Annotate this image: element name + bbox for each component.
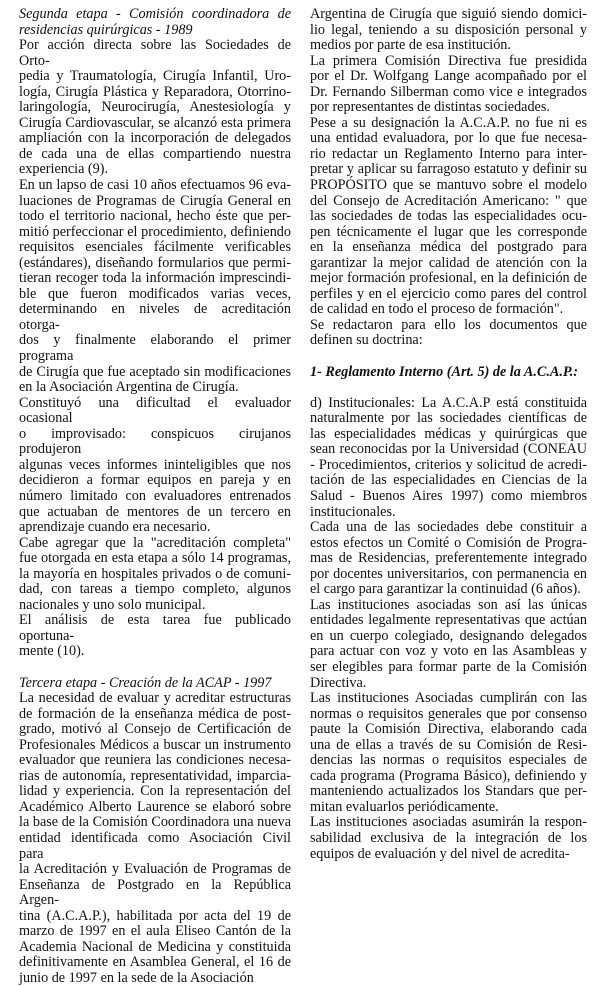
text-line: junio de 1997 en la sede de la Asociación: [19, 969, 254, 986]
text-line: Las instituciones asociadas son así las únicas: [310, 596, 587, 613]
text-line: las especialidades médicas y quirúrgicas que: [310, 425, 587, 442]
text-line: garantizar la mejor calidad de atención con la: [310, 254, 587, 271]
text-line: luaciones de Programas de Cirugía General en: [19, 192, 291, 209]
text-line: Directiva.: [310, 674, 367, 691]
text-line: Por acción directa sobre las Sociedades de Orto-: [19, 37, 291, 69]
text-line: ble que fueron modificados varias veces,: [19, 285, 291, 302]
text-line: mente (10).: [19, 643, 85, 660]
paragraph: [19, 536, 291, 614]
text-line: por representantes de distintas sociedades.: [310, 99, 550, 116]
paragraph: [310, 598, 587, 691]
text-line: evaluador que reuniera las condiciones necesa-: [19, 752, 291, 769]
text-line: lidad y experiencia. Con la representación del: [19, 783, 291, 800]
text-line: tina (A.C.A.P.), habilitada por acta del 19 de: [19, 907, 291, 924]
text-line: número limitado con evaluadores entrenados: [19, 487, 291, 504]
text-line: Salud - Buenos Aires 1997) como miembros: [310, 487, 587, 504]
text-line: la Acreditación y Evaluación de Programas de: [19, 861, 291, 878]
text-line: manteniendo actualizados los Standars que per-: [310, 783, 587, 800]
section2-body: [19, 38, 291, 660]
text-line: una entidad evaluadora, por lo que fue necesa-: [310, 130, 587, 147]
text-line: que actuaban de mentores de un tercero en: [19, 503, 291, 520]
text-line: medios por parte de esa institución.: [310, 37, 511, 54]
paragraph: [310, 520, 587, 598]
text-line: rio redactar un Reglamento Interno para inter-: [310, 145, 587, 162]
text-line: lio legal, teniendo a su disposición personal y: [310, 21, 587, 38]
text-line: El análisis de esta tarea fue publicado oportuna-: [19, 612, 291, 644]
text-line: la mayoría en hospitales privados o de comuni-: [19, 565, 291, 582]
section3-paragraph: [19, 691, 291, 986]
paragraph: [310, 815, 587, 862]
text-line: o improvisado: conspicuos cirujanos produjeron: [19, 425, 291, 458]
spacer: [310, 349, 587, 365]
text-line: pretar y aplicar su farragoso estatuto y definir su: [310, 161, 587, 178]
text-line: pen técnicamente el lugar que les corresponde: [310, 223, 587, 240]
text-line: ser elegibles para formar parte de la Comisión: [310, 658, 587, 675]
spacer: [19, 660, 291, 676]
text-line: todo el territorio nacional, hecho éste que per-: [19, 208, 291, 225]
text-line: equipos de evaluación y del nivel de acredita-: [310, 845, 570, 862]
text-line: Cirugía Cardiovascular, se alcanzó esta primera: [19, 114, 291, 131]
paragraph: [19, 38, 291, 178]
paragraph: [310, 7, 587, 54]
text-line: en un cuerpo colegiado, designando delegados: [310, 627, 587, 644]
paragraph: [310, 396, 587, 520]
text-line: marzo de 1997 en el aula Eliseo Cantón de la: [19, 923, 291, 940]
text-line: rias de autonomía, representatividad, imparcia-: [19, 767, 291, 784]
text-line: dos y finalmente elaborando el primer programa: [19, 332, 291, 365]
text-line: de cada una de ellas compartiendo nuestra: [19, 145, 291, 162]
text-line: institucionales.: [310, 503, 396, 520]
subheading-reglamento-interno: 1- Reglamento Interno (Art. 5) de la A.C.A.P.:: [310, 363, 579, 380]
text-line: laringología, Neurocirugía, Anestesiología y: [19, 99, 291, 116]
section-heading-segunda-etapa: [19, 7, 291, 38]
text-line: de formación de la enseñanza médica de post-: [19, 705, 291, 722]
text-line: logía, Cirugía Plástica y Reparadora, Otorrino-: [19, 83, 291, 100]
text-line: perfiles y en el ejercicio como pares del control: [310, 285, 587, 302]
text-line: en la Asociación Argentina de Cirugía.: [19, 379, 239, 396]
text-line: grado, motivó al Consejo de Certificación de: [19, 721, 291, 738]
text-line: una de ellas a través de su Comisión de Resi-: [310, 736, 587, 753]
text-line: Enseñanza de Postgrado en la República Argen-: [19, 876, 291, 909]
paragraph: [19, 396, 291, 536]
text-line: Argentina de Cirugía que siguió siendo domici-: [310, 6, 587, 22]
text-line: entidades legalmente representativas que actúan: [310, 612, 587, 629]
text-line: tieran recoger toda la información imprescindi-: [19, 270, 291, 287]
text-line: dad, con tareas a tiempo completo, algunos: [19, 581, 291, 598]
paragraph: [310, 54, 587, 116]
text-line: definen su doctrina:: [310, 332, 423, 349]
text-line: dencias las normas o requisitos especiales de: [310, 752, 587, 769]
text-line: fue otorgada en esta etapa a sólo 14 programas,: [19, 550, 291, 567]
text-line: mitió perfeccionar el procedimiento, definiendo: [19, 223, 291, 240]
text-line: sean reconocidas por la Universidad (CONEAU: [310, 441, 587, 458]
paragraph: [310, 691, 587, 815]
text-line: determinando en niveles de acreditación otorga-: [19, 301, 291, 333]
text-line: en la enseñanza médica del postgrado para: [310, 239, 587, 256]
text-line: normas o requisitos generales que por consenso: [310, 705, 587, 722]
text-line: de Cirugía que fue aceptado sin modificaciones: [19, 363, 291, 380]
text-line: - Procedimientos, criterios y solicitud de acredi-: [310, 456, 587, 473]
paragraph: [310, 318, 587, 349]
text-line: tación de las especialidades en Ciencias de la: [310, 472, 587, 489]
text-line: Constituyó una dificultad el evaluador ocasional: [19, 394, 291, 427]
text-line: para actuar con voz y voto en las Asambleas y: [310, 643, 587, 660]
spacer: [310, 380, 587, 396]
text-line: mejor formación profesional, en la definición de: [310, 270, 587, 287]
text-line: cada programa (Programa Básico), definiendo y: [310, 767, 587, 784]
text-line: Academia Nacional de Medicina y constituida: [19, 938, 291, 955]
text-line: PROPÓSITO que se mantuvo sobre el modelo: [310, 177, 587, 194]
text-line: Cabe agregar que la "acreditación completa": [19, 534, 291, 551]
text-line: Las instituciones asociadas asumirán la respon-: [310, 814, 587, 831]
text-line: decidieron a formar equipos en pareja y en: [19, 472, 291, 489]
left-column: [19, 7, 291, 986]
text-line: paute la Comisión Directiva, elaborando cada: [310, 721, 587, 738]
text-line: entidad identificada como Asociación Civil para: [19, 829, 291, 862]
paragraph: [310, 116, 587, 318]
text-line: Dr. Fernando Silberman como vice e integrados: [310, 83, 587, 100]
text-line: La necesidad de evaluar y acreditar estructuras: [19, 690, 291, 707]
text-line: Se redactaron para ello los documentos que: [310, 316, 587, 333]
text-line: pedia y Traumatología, Cirugía Infantil, Uro-: [19, 68, 291, 85]
text-line: Segunda etapa - Comisión coordinadora de: [19, 6, 291, 22]
right-bottom-body: [310, 396, 587, 862]
text-line: algunas veces informes ininteligibles que nos: [19, 456, 291, 473]
text-line: mas de Residencias, preferentemente integrado: [310, 550, 587, 567]
text-line: Cada una de las sociedades debe constituir a: [310, 519, 587, 536]
text-line: residencias quirúrgicas - 1989: [19, 21, 193, 38]
section-heading-tercera-etapa: Tercera etapa - Creación de la ACAP - 1997: [19, 674, 272, 691]
text-line: Académico Alberto Laurence se elaboró sobre: [19, 798, 291, 815]
text-line: d) Institucionales: La A.C.A.P está constituida: [310, 394, 587, 411]
text-line: las sociedades de todas las especialidades ocu-: [310, 208, 587, 225]
text-line: la base de la Comisión Coordinadora una nueva: [19, 814, 291, 831]
text-line: ampliación con la incorporación de delegados: [19, 130, 291, 147]
text-line: nacionales y uno solo municipal.: [19, 596, 206, 613]
text-line: requisitos esenciales fácilmente verificables: [19, 239, 291, 256]
text-line: Pese a su designación la A.C.A.P. no fue ni es: [310, 114, 587, 131]
text-line: Profesionales Médicos a buscar un instrumento: [19, 736, 291, 753]
text-line: definitivamente en Asamblea General, el 16 de: [19, 954, 291, 971]
text-line: experiencia (9).: [19, 161, 109, 178]
text-line: (estándares), diseñando formularios que permi-: [19, 254, 291, 271]
text-line: En un lapso de casi 10 años efectuamos 96 eva-: [19, 177, 291, 194]
text-line: La primera Comisión Directiva fue presidida: [310, 52, 587, 69]
text-line: Las instituciones Asociadas cumplirán con las: [310, 690, 587, 707]
text-line: aprendizaje cuando era necesario.: [19, 519, 211, 536]
text-line: naturalmente por las sociedades científicas de: [310, 410, 587, 427]
right-top-body: [310, 7, 587, 349]
right-column: [310, 7, 587, 862]
text-line: de calidad en todo el proceso de formación".: [310, 301, 564, 318]
text-line: mitan evaluarlos periódicamente.: [310, 798, 499, 815]
text-line: por el Dr. Wolfgang Lange acompañado por el: [310, 68, 587, 85]
text-line: el cargo para garantizar la continuidad (6 años).: [310, 581, 581, 598]
paragraph: [19, 178, 291, 396]
text-line: por docentes universitarios, con permanencia en: [310, 565, 587, 582]
paragraph: [19, 613, 291, 660]
text-line: estos efectos un Comité o Comisión de Progra-: [310, 534, 587, 551]
text-line: del Consejo de Acreditación Americano: " que: [310, 192, 587, 209]
text-line: sabilidad exclusiva de la integración de los: [310, 829, 587, 846]
